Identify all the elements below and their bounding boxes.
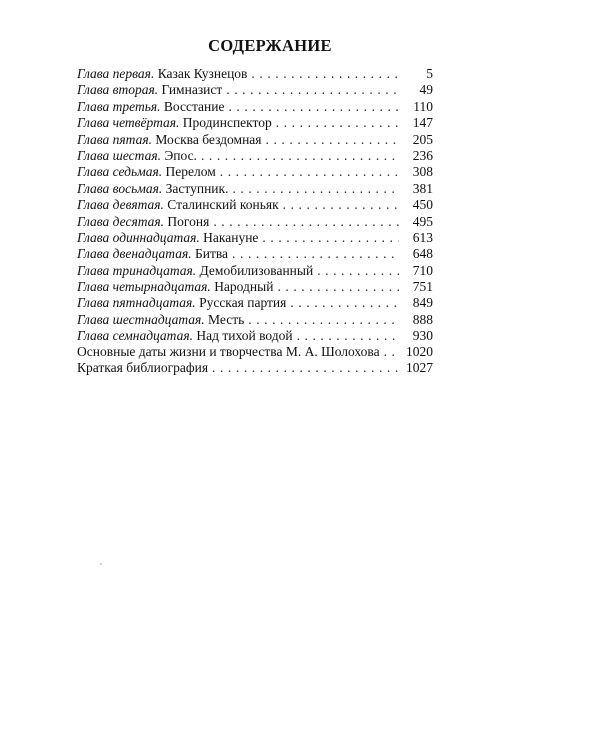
chapter-title: Казак Кузнецов <box>157 66 248 81</box>
chapter-prefix: Глава одиннадцатая. <box>77 229 200 245</box>
page-number: 308 <box>412 164 433 180</box>
page-number: 930 <box>412 328 433 344</box>
dot-leader <box>248 312 399 328</box>
appendix-title: Краткая библиография <box>77 360 209 376</box>
dot-leader <box>220 164 399 180</box>
page-number: 710 <box>412 262 433 278</box>
dot-leader <box>213 214 399 230</box>
chapter-prefix: Глава первая. <box>77 66 155 81</box>
dot-leader <box>266 132 399 148</box>
toc-entry[interactable] <box>77 132 433 148</box>
dot-leader <box>232 246 399 262</box>
appendix-list <box>77 344 433 377</box>
page-title: СОДЕРЖАНИЕ <box>208 36 332 55</box>
dot-leader <box>317 263 399 279</box>
chapter-title: Битва <box>194 246 229 262</box>
dot-leader <box>251 66 399 82</box>
chapter-title: Накануне <box>203 229 259 245</box>
chapter-title: Погоня <box>167 213 210 229</box>
page-number: 381 <box>412 180 433 196</box>
chapter-prefix: Глава двенадцатая. <box>77 246 192 262</box>
chapter-prefix: Глава десятая. <box>77 213 165 229</box>
toc-entry[interactable] <box>77 344 433 360</box>
dot-leader <box>297 328 399 344</box>
page-number: 849 <box>412 295 433 311</box>
dot-leader <box>283 197 399 213</box>
chapter-title: Перелом <box>165 164 216 180</box>
appendix-title: Основные даты жизни и творчества М. А. Шолохова <box>77 344 380 359</box>
dot-leader <box>212 360 399 376</box>
toc-entry[interactable] <box>77 360 433 376</box>
page-number: 450 <box>412 197 433 213</box>
chapter-prefix: Глава четырнадцатая. <box>77 279 211 295</box>
dot-leader <box>276 115 399 131</box>
toc-entry[interactable] <box>77 66 433 82</box>
dot-leader <box>277 279 399 295</box>
page-number: 110 <box>413 98 433 114</box>
chapter-title: Заступник. <box>165 180 229 196</box>
page-number: 495 <box>412 213 433 229</box>
chapter-prefix: Глава тринадцатая. <box>77 262 197 278</box>
chapter-prefix: Глава пятнадцатая. <box>77 295 196 311</box>
dot-leader <box>384 344 399 360</box>
chapter-prefix: Глава четвёртая. <box>77 115 180 131</box>
toc-entry[interactable] <box>77 99 433 115</box>
chapter-title: Над тихой водой <box>196 328 293 344</box>
chapter-prefix: Глава седьмая. <box>77 164 163 180</box>
page-number: 147 <box>412 115 433 131</box>
chapter-list <box>77 66 433 345</box>
chapter-title: Восстание <box>163 98 225 114</box>
toc-entry[interactable] <box>77 312 433 328</box>
toc-entry[interactable] <box>77 115 433 131</box>
page-number: 648 <box>412 246 433 262</box>
toc-entry[interactable] <box>77 279 433 295</box>
toc-entry[interactable] <box>77 148 433 164</box>
toc-entry[interactable] <box>77 197 433 213</box>
dot-leader <box>290 295 399 311</box>
chapter-prefix: Глава пятая. <box>77 131 152 147</box>
page-number: 1027 <box>406 360 433 376</box>
dot-leader <box>262 230 399 246</box>
toc-entry[interactable] <box>77 164 433 180</box>
chapter-title: Демобилизованный <box>199 262 314 278</box>
toc-entry[interactable] <box>77 246 433 262</box>
chapter-title: Сталинский коньяк <box>167 197 279 213</box>
page-number: 205 <box>412 131 433 147</box>
chapter-prefix: Глава семнадцатая. <box>77 328 193 344</box>
page-number: 5 <box>426 66 433 81</box>
toc-entry[interactable] <box>77 328 433 344</box>
chapter-prefix: Глава вторая. <box>77 82 159 98</box>
chapter-prefix: Глава девятая. <box>77 197 164 213</box>
chapter-prefix: Глава восьмая. <box>77 180 163 196</box>
page-number: 236 <box>412 147 433 163</box>
chapter-title: Гимназист <box>161 82 223 98</box>
toc-entry[interactable] <box>77 214 433 230</box>
toc-entry[interactable] <box>77 295 433 311</box>
toc-entry[interactable] <box>77 263 433 279</box>
dot-leader <box>228 99 399 115</box>
paper-speck <box>100 563 102 565</box>
page-number: 1020 <box>406 344 433 359</box>
chapter-prefix: Глава третья. <box>77 98 161 114</box>
toc-entry[interactable] <box>77 181 433 197</box>
dot-leader <box>226 82 399 98</box>
page-number: 751 <box>412 279 433 295</box>
page-number: 888 <box>412 311 433 327</box>
toc-entry[interactable] <box>77 230 433 246</box>
page-number: 613 <box>412 229 433 245</box>
page-number: 49 <box>419 82 433 98</box>
chapter-title: Месть <box>208 311 245 327</box>
dot-leader <box>201 148 399 164</box>
chapter-title: Москва бездомная <box>155 131 262 147</box>
chapter-title: Народный <box>214 279 274 295</box>
chapter-title: Продинспектор <box>182 115 272 131</box>
chapter-prefix: Глава шестая. <box>77 147 161 163</box>
toc-entry[interactable] <box>77 82 433 98</box>
chapter-prefix: Глава шестнадцатая. <box>77 311 205 327</box>
chapter-title: Русская партия <box>199 295 287 311</box>
dot-leader <box>232 181 399 197</box>
chapter-title: Эпос. <box>164 147 197 163</box>
